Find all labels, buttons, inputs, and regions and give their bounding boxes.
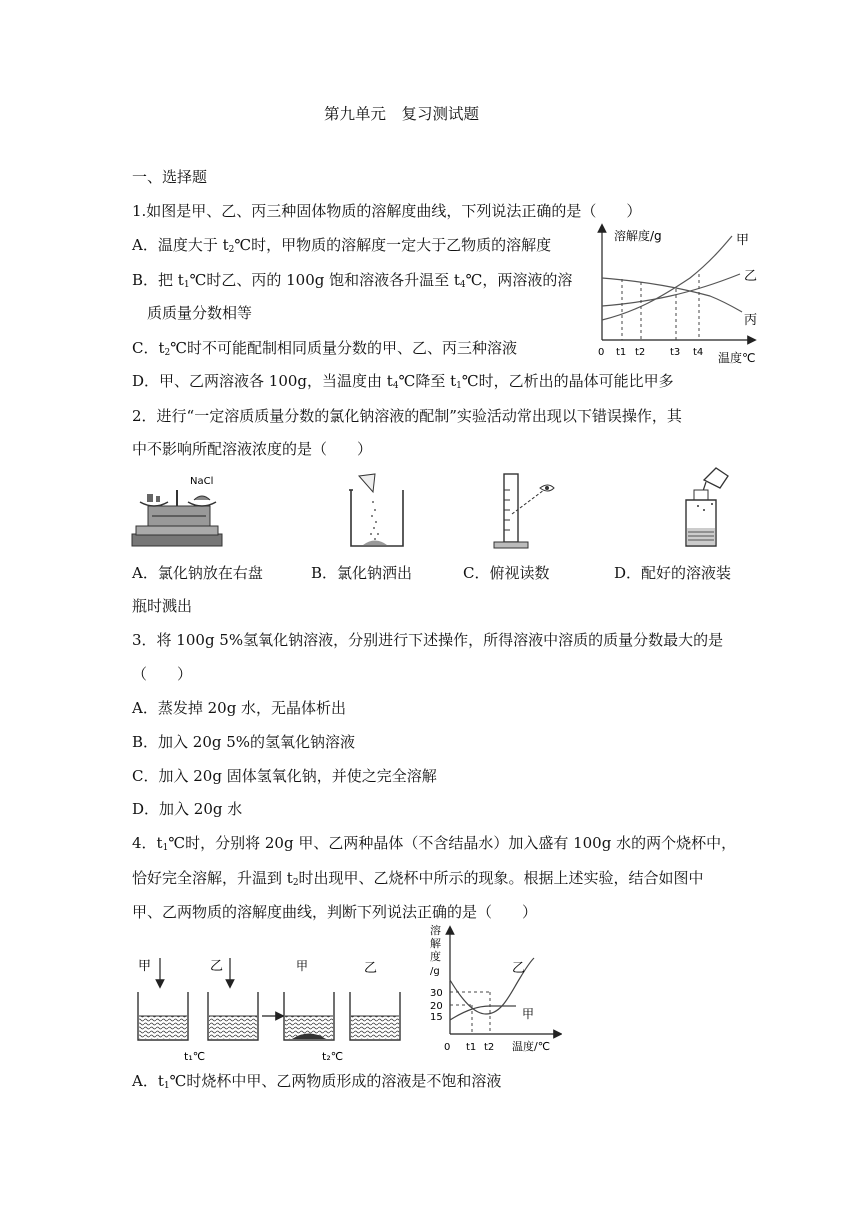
q4-label-yi-2: 乙: [364, 961, 378, 976]
q1-option-b: B．把 $t_1℃$时乙、丙的 100g 饱和溶液各升温至 $t_4℃$，两溶液的溶: [132, 271, 573, 290]
q4-ytick-30: 30: [430, 988, 443, 999]
q2-option-d: D．配好的溶液装: [614, 564, 732, 582]
q4-label-yi: 乙: [512, 961, 526, 976]
cylinder-reading-illustration: [488, 470, 568, 554]
q3-stem-line1: 3．将 100g 5%氢氧化钠溶液，分别进行下述操作，所得溶液中溶质的质量分数最大的是: [132, 631, 724, 649]
q1-solubility-graph: [590, 222, 770, 368]
q1-label-yi: 乙: [744, 269, 758, 284]
nacl-label: NaCl: [190, 476, 214, 487]
q4-stem-line1: 4．$t_1℃$时，分别将 20g 甲、乙两种晶体（不含结晶水）加入盛有 100g 水的两个烧杯中，: [132, 834, 737, 853]
q1-stem: 1.如图是甲、乙、丙三种固体物质的溶解度曲线，下列说法正确的是（ ）: [132, 202, 642, 220]
q1-label-jia: 甲: [736, 233, 750, 248]
q4-option-a: A．$t_1℃$时烧杯中甲、乙两物质形成的溶液是不饱和溶液: [132, 1072, 502, 1091]
q4-stem-line2: 恰好完全溶解，升温到 $t_2$时出现甲、乙烧杯中所示的现象。根据上述实验，结合如图中: [132, 869, 704, 888]
q1-option-b-cont: 质质量分数相等: [147, 304, 253, 322]
q4-curve-jia: [450, 1006, 516, 1020]
q3-option-d: D．加入 20g 水: [132, 800, 243, 818]
q4-temp-t1: t₁℃: [184, 1050, 206, 1063]
q4-label-yi-1: 乙: [210, 959, 224, 974]
q4-label-jia: 甲: [522, 1007, 535, 1021]
q3-option-a: A．蒸发掉 20g 水，无晶体析出: [132, 699, 347, 717]
q4-stem-line3: 甲、乙两物质的溶解度曲线，判断下列说法正确的是（ ）: [132, 903, 538, 921]
q2-option-a: A．氯化钠放在右盘: [132, 564, 263, 582]
q3-stem-line2: （ ）: [132, 665, 193, 683]
q1-label-bing: 丙: [744, 313, 758, 328]
q4-ytick-15: 15: [430, 1012, 443, 1023]
q1-option-d: D．甲、乙两溶液各 100g，当温度由 $t_4℃$降至 $t_1℃$时，乙析出的晶体可能比甲多: [132, 372, 674, 391]
q4-solubility-graph: [422, 922, 562, 1062]
q1-option-c: C．$t_2℃$时不可能配制相同质量分数的甲、乙、丙三种溶液: [132, 339, 518, 358]
page-title: 第九单元 复习测试题: [324, 105, 480, 123]
q1-graph-origin: 0: [598, 347, 605, 358]
q2-stem-line2: 中不影响所配溶液浓度的是（ ）: [132, 440, 373, 458]
q4-beakers-illustration: [132, 950, 422, 1066]
q1-graph-xlabel: 温度℃: [718, 351, 756, 365]
q1-curve-jia: [602, 236, 732, 320]
q1-tick-t2: t2: [635, 347, 646, 358]
q1-tick-t3: t3: [670, 347, 681, 358]
q3-option-c: C．加入 20g 固体氢氧化钠，并使之完全溶解: [132, 767, 437, 785]
q2-option-b: B．氯化钠洒出: [311, 564, 413, 582]
section-heading: 一、选择题: [132, 168, 208, 186]
q4-xtick-0: 0: [444, 1042, 451, 1053]
bottle-pour-illustration: [676, 466, 736, 554]
q4-xtick-t1: t1: [466, 1042, 477, 1053]
q4-graph-xlabel: 温度/℃: [512, 1040, 551, 1053]
q4-temp-t2: t₂℃: [322, 1050, 344, 1063]
q1-tick-t1: t1: [616, 347, 627, 358]
q4-graph-ylabel-4: /g: [430, 966, 440, 977]
q1-graph-ylabel: 溶解度/g: [614, 229, 662, 243]
balance-scale-illustration: [130, 472, 230, 552]
q4-graph-ylabel-1: 溶: [430, 924, 441, 937]
q2-option-d-cont: 瓶时溅出: [132, 597, 193, 615]
q2-stem-line1: 2．进行“一定溶质质量分数的氯化钠溶液的配制”实验活动常出现以下错误操作，其: [132, 407, 682, 425]
q2-option-c: C．俯视读数: [463, 564, 550, 582]
q4-xtick-t2: t2: [484, 1042, 495, 1053]
q4-label-jia-2: 甲: [296, 959, 309, 973]
q4-graph-ylabel-3: 度: [430, 950, 441, 963]
beaker-spill-illustration: [345, 472, 415, 552]
q1-option-a: A．温度大于 $t_2℃$时，甲物质的溶解度一定大于乙物质的溶解度: [132, 236, 552, 255]
q4-label-jia-1: 甲: [138, 959, 152, 974]
q3-option-b: B．加入 20g 5%的氢氧化钠溶液: [132, 733, 356, 751]
q1-tick-t4: t4: [693, 347, 704, 358]
q4-graph-ylabel-2: 解: [430, 937, 441, 950]
q4-ytick-20: 20: [430, 1001, 443, 1012]
